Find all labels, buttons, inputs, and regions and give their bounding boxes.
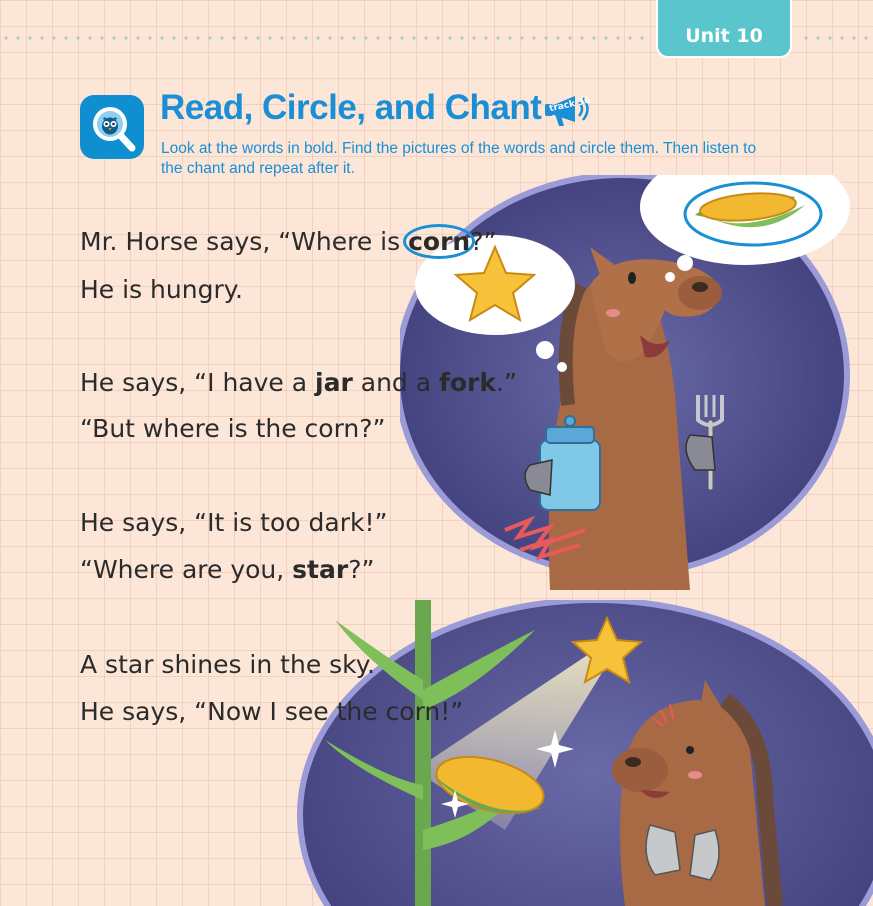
header-dotted-line-right: [800, 36, 873, 40]
story-line-6: [80, 555, 374, 584]
bold-word-fork[interactable]: fork: [439, 368, 497, 397]
corn-circle-mark: [680, 178, 826, 250]
story-text: and a: [352, 368, 439, 397]
bold-word-corn[interactable]: corn: [403, 224, 475, 259]
story-line-3: [80, 368, 517, 397]
story-line-7: A star shines in the sky.: [80, 650, 375, 679]
story-text: He says, “I have a: [80, 368, 316, 397]
track-label: track 36: [548, 95, 592, 115]
instructions: Look at the words in bold. Find the pictures of the words and circle them. Then listen to the chant and repeat after it.: [161, 140, 757, 177]
story-line-4: “But where is the corn?”: [80, 414, 386, 443]
story-text: ?”: [348, 555, 375, 584]
unit-tab: Unit 10: [656, 0, 792, 58]
bold-word-star[interactable]: star: [292, 555, 349, 584]
track-badge[interactable]: [545, 92, 597, 130]
story-text: “Where are you,: [80, 555, 293, 584]
story-line-8: He says, “Now I see the corn!”: [80, 697, 464, 726]
story-line-2: He is hungry.: [80, 275, 243, 304]
story-text: Mr. Horse says, “Where is: [80, 227, 409, 256]
bold-word-jar[interactable]: jar: [315, 368, 353, 397]
page-title: Read, Circle, and Chant: [160, 88, 542, 127]
story-text: .”: [496, 368, 517, 397]
header-dotted-line-left: [0, 36, 648, 40]
magnifier-owl-icon: [80, 95, 144, 159]
story-line-5: He says, “It is too dark!”: [80, 508, 388, 537]
story-text: ?”: [470, 227, 497, 256]
story-line-1: [80, 227, 496, 256]
cornfield-star-scene: [295, 600, 873, 906]
